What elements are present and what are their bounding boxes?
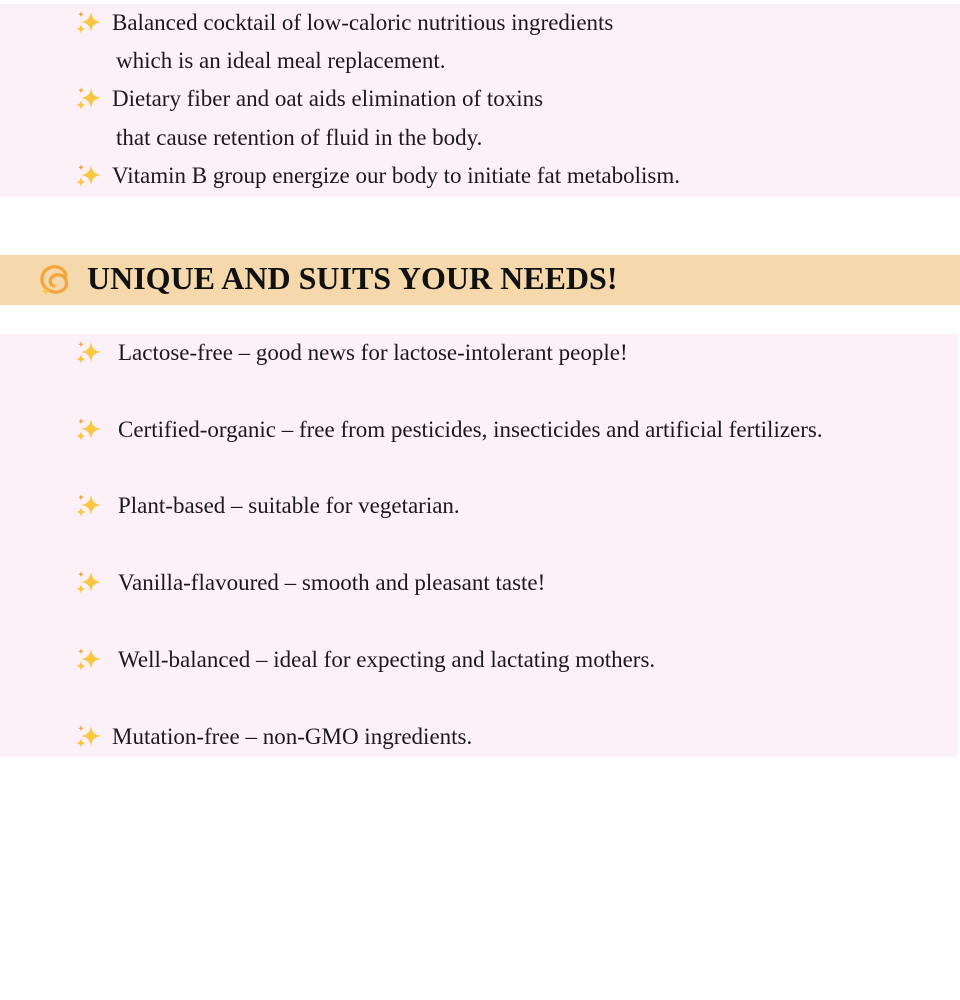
dizzy-icon — [36, 262, 74, 300]
benefit-3-line-1: Vitamin B group energize our body to initiate fat metabolism. — [112, 163, 680, 188]
feature-certified-organic: Certified-organic – free from pesticides, insecticides and artificial fertilizers. — [118, 417, 823, 442]
sparkles-icon — [74, 85, 104, 115]
feature-mutation-free: Mutation-free – non-GMO ingredients. — [112, 724, 473, 749]
sparkles-icon — [74, 646, 104, 676]
section-heading: UNIQUE AND SUITS YOUR NEEDS! — [87, 260, 618, 296]
feature-plant-based: Plant-based – suitable for vegetarian. — [118, 493, 460, 518]
benefit-2-line-2: that cause retention of fluid in the body. — [116, 125, 483, 150]
sparkles-icon — [74, 339, 104, 369]
feature-lactose-free: Lactose-free – good news for lactose-intolerant people! — [118, 340, 628, 365]
benefit-2-line-1: Dietary fiber and oat aids elimination of toxins — [112, 86, 544, 111]
benefit-1-line-1: Balanced cocktail of low-caloric nutritious ingredients — [112, 10, 614, 35]
sparkles-icon — [74, 723, 104, 753]
sparkles-icon — [74, 9, 104, 39]
feature-well-balanced: Well-balanced – ideal for expecting and lactating mothers. — [118, 647, 656, 672]
sparkles-icon — [74, 569, 104, 599]
sparkles-icon — [74, 162, 104, 192]
feature-vanilla-flavoured: Vanilla-flavoured – smooth and pleasant taste! — [118, 570, 546, 595]
section-heading-bar — [0, 255, 960, 305]
sparkles-icon — [74, 492, 104, 522]
features-panel — [0, 334, 958, 757]
benefit-1-line-2: which is an ideal meal replacement. — [116, 48, 446, 73]
sparkles-icon — [74, 416, 104, 446]
